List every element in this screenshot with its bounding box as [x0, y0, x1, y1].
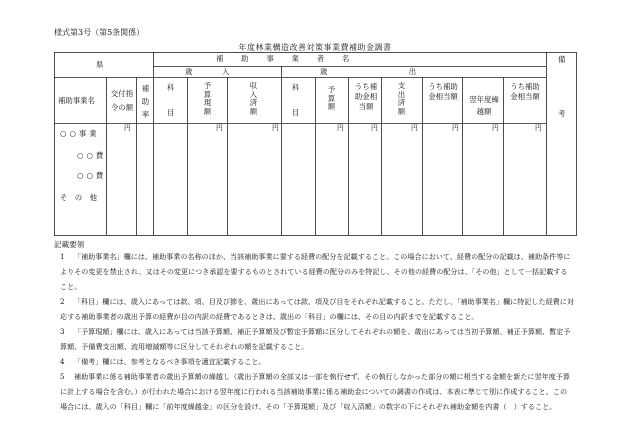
row-hi-2: ○○費	[77, 171, 107, 180]
uchi-hojokin-3-header: うち補助金相当額	[510, 82, 540, 101]
note-2-text: 「科目」欄には、歳入にあっては款、項、目及び節を、歳出にあっては款、項及び目をそれぞれ記載すること。ただし、「補助事業名」欄に特記した経費に対応する補助事業者の歳出予算の経費が目の内訳の経費であるときは、歳出の「科目」の欄には、その目の内訳までを記載すること。	[60, 297, 574, 321]
note-3	[60, 324, 574, 354]
hojo-jigyo-mei-header: 補助事業名	[58, 96, 95, 105]
yen-yosan-genka: 円	[216, 124, 223, 132]
row-sonota: そ の 他	[60, 193, 97, 202]
uchi-hojokin-1-header: うち補助金相当額	[354, 82, 378, 111]
yokunendo-kurikoshi-header: 翌年度繰越額	[469, 95, 499, 116]
biko-label: 備	[558, 55, 566, 64]
note-5-text: 補助事業に係る補助事業者の歳出予算額の繰越し（歳出予算額の全部又は一部を執行せず、その執行しなかった部分の額に相当する金額を新たに翌年度予算に計上する場合を含む。）が行われた場合における翌年度に行われる当該補助事業に係る補助金についての調書の作成は、本表に準じて別に作成すること。この場合には、歳入の「科目」欄に「前年度繰越金」の区分を設け、その「予算現額」及び「収入済額」の数字の下にそれぞれ補助金額を内書（ ）すること。	[60, 372, 570, 411]
kamoku-sainyu-top: 科	[167, 83, 175, 92]
kamoku-saishutsu-top: 科	[292, 83, 300, 92]
notes-heading: 記載要領	[54, 240, 85, 249]
note-3-text: 「予算現額」欄には、歳入にあっては当該予算額、補正予算額及び暫定予算額に区分してそれぞれの額を、歳出にあっては当初予算額、補正予算額、暫定予算額、予備費支出額、流用増減額等に区分してそれぞれの額を記載すること。	[60, 327, 571, 351]
note-2-number: 2	[60, 297, 65, 306]
note-1	[60, 249, 574, 294]
note-4	[60, 354, 574, 369]
yen-kurikoshi: 円	[492, 124, 499, 132]
note-5-number: 5	[60, 372, 65, 381]
note-4-text: 「備考」欄には、参考となるべき事項を適宜記載すること。	[74, 357, 266, 366]
kamoku-saishutsu-bottom: 目	[292, 108, 300, 117]
yosan-gaku-header: 予算額	[327, 85, 336, 112]
yen-shunyu: 円	[272, 124, 279, 132]
yen-yosan-gaku: 円	[337, 124, 344, 132]
hojo-ritsu-header: 補助率	[141, 84, 150, 119]
shishutsu-sumigaku-header: 支出済額	[397, 81, 406, 116]
document-title: 年度林業構造改善対策事業費補助金調書	[238, 43, 392, 52]
kofu-shirei-header: 交付指令の額	[110, 89, 134, 112]
yen-uchi-1: 円	[371, 124, 378, 132]
ken-label: 県	[96, 60, 104, 69]
hojo-jigyosha-mei-label: 補 助 事 業 者 名	[216, 54, 351, 63]
sainyu-label: 歳 入	[185, 67, 230, 76]
note-2	[60, 294, 574, 324]
yen-shishutsu: 円	[411, 124, 418, 132]
note-1-text: 「補助事業名」欄には、補助事業の名称のほか、当該補助事業に要する経費の配分を記載すること。この場合において、経費の配分の記載は、補助条件等によりその変更を禁止され、又はその変更につき承認を要するものとされている経費の配分のみを特記し、その他の経費の配分は、「その他」として一括記載すること。	[60, 252, 571, 291]
saishutsu-label: 歳 出	[320, 67, 417, 76]
form-number: 様式第3号（第5条関係）	[54, 28, 145, 37]
uchi-hojokin-2-header: うち補助金相当額	[428, 82, 458, 101]
yen-uchi-3: 円	[535, 124, 542, 132]
kamoku-sainyu-bottom: 目	[167, 108, 175, 117]
note-5	[60, 369, 574, 414]
row-hi-1: ○○費	[77, 151, 107, 160]
note-4-number: 4	[60, 357, 65, 366]
note-3-number: 3	[60, 327, 65, 336]
yosan-genka-header: 予算現額	[203, 81, 212, 116]
yen-uchi-2: 円	[452, 124, 459, 132]
shunyu-sumigaku-header: 収入済額	[249, 81, 258, 116]
yen-kofu: 円	[124, 124, 131, 132]
ko-label: 考	[558, 109, 566, 118]
note-1-number: 1	[60, 252, 65, 261]
row-jigyo: ○○事業	[60, 129, 100, 138]
